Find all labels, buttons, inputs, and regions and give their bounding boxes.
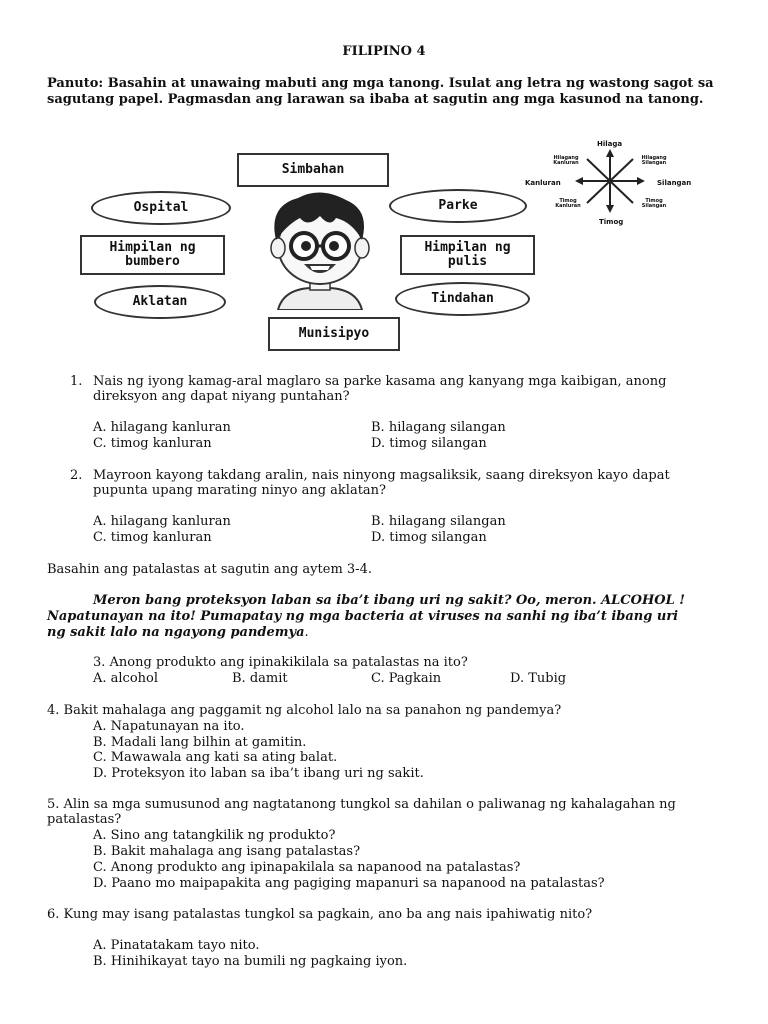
compass-hilagang-kanluran: Hilagang Kanluran xyxy=(553,155,579,166)
ad-line-2: Napatunayan na ito! Pumapatay ng mga bacteria at viruses na sanhi ng iba’t ibang uri xyxy=(47,609,679,624)
q3-choice-a: A. alcohol xyxy=(93,671,159,686)
question-text: Mayroon kayong takdang aralin, nais ninyong magsaliksik, saang direksyon kayo dapat pupunta upang marating ninyo ang aklatan? xyxy=(93,468,670,498)
section-instruction: Basahin ang patalastas at sagutin ang aytem 3-4. xyxy=(47,562,372,577)
compass-rose xyxy=(515,135,705,235)
q4-choice-a: A. Napatunayan na ito. xyxy=(93,719,245,734)
place-himpilan-pulis: Himpilan ng pulis xyxy=(400,235,535,275)
place-parke: Parke xyxy=(389,189,527,223)
advertisement-text xyxy=(47,593,727,641)
q1-choice-c: C. timog kanluran xyxy=(93,436,212,451)
compass-kanluran: Kanluran xyxy=(525,179,561,187)
place-tindahan: Tindahan xyxy=(395,282,530,316)
compass-timog-kanluran: Timog Kanluran xyxy=(555,198,581,209)
instructions: Panuto: Basahin at unawaing mabuti ang mga tanong. Isulat ang letra ng wastong sagot sa sagutang papel. Pagmasdan ang larawan sa ibaba at sagutin ang mga kasunod na tanong. xyxy=(47,76,714,107)
compass-hilagang-silangan: Hilagang Silangan xyxy=(641,155,667,166)
q4-choice-d: D. Proteksyon ito laban sa iba’t ibang uri ng sakit. xyxy=(93,766,424,781)
question-6: 6. Kung may isang patalastas tungkol sa pagkain, ano ba ang nais ipahiwatig nito? xyxy=(47,907,593,922)
question-5: 5. Alin sa mga sumusunod ang nagtatanong tungkol sa dahilan o paliwanag ng kahalagahan ng patalastas? xyxy=(47,797,676,827)
ad-line-3: ng sakit lalo na ngayong pandemya. xyxy=(47,625,309,640)
compass-timog: Timog xyxy=(599,218,624,226)
page-title: FILIPINO 4 xyxy=(342,44,426,59)
q3-choice-b: B. damit xyxy=(232,671,288,686)
q2-choice-d: D. timog silangan xyxy=(371,530,487,545)
q2-choice-b: B. hilagang silangan xyxy=(371,514,506,529)
q5-choice-d: D. Paano mo maipapakita ang pagiging mapanuri sa napanood na patalastas? xyxy=(93,876,605,891)
boy-illustration xyxy=(250,188,390,310)
q6-choice-a: A. Pinatatakam tayo nito. xyxy=(93,938,260,953)
q4-choice-c: C. Mawawala ang kati sa ating balat. xyxy=(93,750,338,765)
question-4: 4. Bakit mahalaga ang paggamit ng alcohol lalo na sa panahon ng pandemya? xyxy=(47,703,562,718)
question-3: 3. Anong produkto ang ipinakikilala sa patalastas na ito? xyxy=(93,655,468,670)
compass-timog-silangan: Timog Silangan xyxy=(641,198,667,209)
q5-choice-b: B. Bakit mahalaga ang isang patalastas? xyxy=(93,844,361,859)
q6-choice-b: B. Hinihikayat tayo na bumili ng pagkaing iyon. xyxy=(93,954,408,969)
q3-choice-c: C. Pagkain xyxy=(371,671,442,686)
place-munisipyo: Munisipyo xyxy=(268,317,400,351)
q3-choice-d: D. Tubig xyxy=(510,671,567,686)
question-1 xyxy=(0,374,768,406)
q1-choice-a: A. hilagang kanluran xyxy=(93,420,231,435)
q2-choice-a: A. hilagang kanluran xyxy=(93,514,231,529)
ad-line-1: Meron bang proteksyon laban sa iba’t ibang uri ng sakit? Oo, meron. ALCOHOL ! xyxy=(93,593,685,608)
compass-hilaga: Hilaga xyxy=(597,140,623,148)
place-himpilan-bumbero: Himpilan ng bumbero xyxy=(80,235,225,275)
question-number: 2. xyxy=(70,468,83,483)
place-simbahan: Simbahan xyxy=(237,153,389,187)
question-2 xyxy=(0,468,768,500)
q5-choice-c: C. Anong produkto ang ipinapakilala sa napanood na patalastas? xyxy=(93,860,521,875)
q2-choice-c: C. timog kanluran xyxy=(93,530,212,545)
compass-silangan: Silangan xyxy=(657,179,692,187)
q1-choice-b: B. hilagang silangan xyxy=(371,420,506,435)
place-aklatan: Aklatan xyxy=(94,285,226,319)
question-number: 1. xyxy=(70,374,83,389)
place-ospital: Ospital xyxy=(91,191,231,225)
q5-choice-a: A. Sino ang tatangkilik ng produkto? xyxy=(93,828,336,843)
q4-choice-b: B. Madali lang bilhin at gamitin. xyxy=(93,735,307,750)
question-text: Nais ng iyong kamag-aral maglaro sa parke kasama ang kanyang mga kaibigan, anong direksyon ang dapat niyang puntahan? xyxy=(93,374,667,404)
q1-choice-d: D. timog silangan xyxy=(371,436,487,451)
